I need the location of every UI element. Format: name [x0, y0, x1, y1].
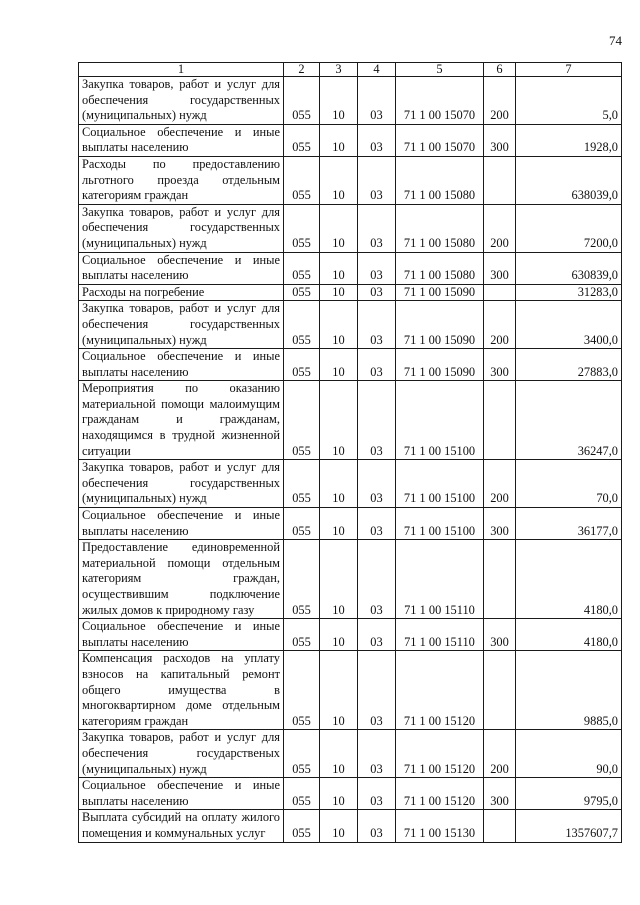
row-ministry-code: 055	[284, 651, 320, 730]
row-amount: 4180,0	[516, 619, 622, 651]
row-expense-type: 200	[484, 730, 516, 778]
row-name: Мероприятия по оказанию материальной помощи малоимущим гражданам и гражданам, находящимся в трудной жизненной ситуации	[79, 381, 284, 460]
row-name: Расходы по предоставлению льготного проезда отдельным категориям граждан	[79, 156, 284, 204]
row-ministry-code: 055	[284, 284, 320, 301]
row-ministry-code: 055	[284, 460, 320, 508]
row-ministry-code: 055	[284, 349, 320, 381]
row-expense-type	[484, 540, 516, 619]
row-name: Социальное обеспечение и иные выплаты населению	[79, 124, 284, 156]
row-ministry-code: 055	[284, 124, 320, 156]
table-row	[79, 778, 622, 810]
row-section-code: 10	[320, 778, 358, 810]
row-ministry-code: 055	[284, 156, 320, 204]
row-subsection-code: 03	[358, 730, 396, 778]
row-target-article: 71 1 00 15070	[396, 124, 484, 156]
row-amount: 36177,0	[516, 508, 622, 540]
row-expense-type: 200	[484, 460, 516, 508]
row-subsection-code: 03	[358, 508, 396, 540]
table-row	[79, 730, 622, 778]
row-subsection-code: 03	[358, 810, 396, 842]
row-target-article: 71 1 00 15100	[396, 460, 484, 508]
row-ministry-code: 055	[284, 730, 320, 778]
row-section-code: 10	[320, 124, 358, 156]
table-row	[79, 381, 622, 460]
row-name: Закупка товаров, работ и услуг для обеспечения государственных (муниципальных) нужд	[79, 204, 284, 252]
header-row	[79, 63, 622, 77]
row-target-article: 71 1 00 15090	[396, 349, 484, 381]
row-amount: 5,0	[516, 77, 622, 125]
row-subsection-code: 03	[358, 301, 396, 349]
row-subsection-code: 03	[358, 540, 396, 619]
row-subsection-code: 03	[358, 156, 396, 204]
header-cell: 1	[79, 63, 284, 77]
row-amount: 9885,0	[516, 651, 622, 730]
row-ministry-code: 055	[284, 778, 320, 810]
row-amount: 638039,0	[516, 156, 622, 204]
row-amount: 4180,0	[516, 540, 622, 619]
row-subsection-code: 03	[358, 651, 396, 730]
row-expense-type: 300	[484, 619, 516, 651]
row-section-code: 10	[320, 77, 358, 125]
row-target-article: 71 1 00 15100	[396, 508, 484, 540]
row-ministry-code: 055	[284, 252, 320, 284]
row-amount: 27883,0	[516, 349, 622, 381]
header-cell: 4	[358, 63, 396, 77]
table-row	[79, 77, 622, 125]
table-row	[79, 460, 622, 508]
row-expense-type	[484, 381, 516, 460]
row-target-article: 71 1 00 15080	[396, 252, 484, 284]
row-section-code: 10	[320, 252, 358, 284]
row-expense-type	[484, 651, 516, 730]
row-name: Закупка товаров, работ и услуг для обеспечения государственых (муниципальных) нужд	[79, 730, 284, 778]
table-row	[79, 619, 622, 651]
row-section-code: 10	[320, 540, 358, 619]
row-expense-type: 200	[484, 301, 516, 349]
row-section-code: 10	[320, 651, 358, 730]
row-target-article: 71 1 00 15120	[396, 730, 484, 778]
row-ministry-code: 055	[284, 810, 320, 842]
row-amount: 90,0	[516, 730, 622, 778]
row-name: Закупка товаров, работ и услуг для обеспечения государственных (муниципальных) нужд	[79, 460, 284, 508]
row-subsection-code: 03	[358, 778, 396, 810]
table-row	[79, 252, 622, 284]
row-name: Предоставление единовременной материальной помощи отдельным категориям граждан, осуществившим подключение жилых домов к природному газу	[79, 540, 284, 619]
row-amount: 3400,0	[516, 301, 622, 349]
header-cell: 5	[396, 63, 484, 77]
row-amount: 36247,0	[516, 381, 622, 460]
row-section-code: 10	[320, 349, 358, 381]
row-section-code: 10	[320, 381, 358, 460]
row-expense-type	[484, 156, 516, 204]
row-name: Социальное обеспечение и иные выплаты населению	[79, 619, 284, 651]
row-amount: 31283,0	[516, 284, 622, 301]
row-name: Социальное обеспечение и иные выплаты населению	[79, 349, 284, 381]
row-subsection-code: 03	[358, 460, 396, 508]
row-section-code: 10	[320, 508, 358, 540]
row-subsection-code: 03	[358, 619, 396, 651]
budget-table	[78, 62, 622, 843]
row-target-article: 71 1 00 15080	[396, 156, 484, 204]
row-section-code: 10	[320, 619, 358, 651]
row-amount: 70,0	[516, 460, 622, 508]
row-amount: 630839,0	[516, 252, 622, 284]
row-name: Компенсация расходов на уплату взносов на капитальный ремонт общего имущества в многоквартирном доме отдельным категориям граждан	[79, 651, 284, 730]
header-cell: 7	[516, 63, 622, 77]
table-row	[79, 156, 622, 204]
row-section-code: 10	[320, 810, 358, 842]
row-section-code: 10	[320, 730, 358, 778]
row-name: Выплата субсидий на оплату жилого помещения и коммунальных услуг	[79, 810, 284, 842]
table-row	[79, 508, 622, 540]
row-ministry-code: 055	[284, 540, 320, 619]
row-amount: 1357607,7	[516, 810, 622, 842]
row-section-code: 10	[320, 301, 358, 349]
row-expense-type: 300	[484, 252, 516, 284]
row-amount: 1928,0	[516, 124, 622, 156]
row-target-article: 71 1 00 15100	[396, 381, 484, 460]
row-target-article: 71 1 00 15070	[396, 77, 484, 125]
table-body	[79, 77, 622, 843]
row-expense-type	[484, 810, 516, 842]
page-number: 74	[609, 33, 622, 48]
row-expense-type: 300	[484, 124, 516, 156]
table-row	[79, 124, 622, 156]
row-name: Социальное обеспечение и иные выплаты населению	[79, 778, 284, 810]
row-name: Социальное обеспечение и иные выплаты населению	[79, 252, 284, 284]
row-subsection-code: 03	[358, 77, 396, 125]
row-expense-type: 200	[484, 204, 516, 252]
row-subsection-code: 03	[358, 284, 396, 301]
row-target-article: 71 1 00 15120	[396, 778, 484, 810]
row-target-article: 71 1 00 15090	[396, 284, 484, 301]
row-expense-type	[484, 284, 516, 301]
row-subsection-code: 03	[358, 381, 396, 460]
row-target-article: 71 1 00 15130	[396, 810, 484, 842]
table-row	[79, 651, 622, 730]
row-ministry-code: 055	[284, 77, 320, 125]
row-subsection-code: 03	[358, 252, 396, 284]
header-cell: 6	[484, 63, 516, 77]
row-target-article: 71 1 00 15090	[396, 301, 484, 349]
row-section-code: 10	[320, 204, 358, 252]
row-amount: 7200,0	[516, 204, 622, 252]
table-row	[79, 284, 622, 301]
row-ministry-code: 055	[284, 508, 320, 540]
row-expense-type: 200	[484, 77, 516, 125]
header-cell: 3	[320, 63, 358, 77]
table-row	[79, 349, 622, 381]
row-section-code: 10	[320, 460, 358, 508]
table-row	[79, 204, 622, 252]
row-target-article: 71 1 00 15110	[396, 619, 484, 651]
row-ministry-code: 055	[284, 301, 320, 349]
row-section-code: 10	[320, 156, 358, 204]
row-name: Социальное обеспечение и иные выплаты населению	[79, 508, 284, 540]
row-ministry-code: 055	[284, 204, 320, 252]
row-subsection-code: 03	[358, 204, 396, 252]
row-ministry-code: 055	[284, 381, 320, 460]
header-cell: 2	[284, 63, 320, 77]
table-row	[79, 810, 622, 842]
row-name: Расходы на погребение	[79, 284, 284, 301]
row-subsection-code: 03	[358, 349, 396, 381]
row-subsection-code: 03	[358, 124, 396, 156]
row-target-article: 71 1 00 15120	[396, 651, 484, 730]
row-name: Закупка товаров, работ и услуг для обеспечения государственных (муниципальных) нужд	[79, 77, 284, 125]
row-target-article: 71 1 00 15080	[396, 204, 484, 252]
table-row	[79, 540, 622, 619]
row-name: Закупка товаров, работ и услуг для обеспечения государственных (муниципальных) нужд	[79, 301, 284, 349]
row-expense-type: 300	[484, 508, 516, 540]
row-section-code: 10	[320, 284, 358, 301]
table-row	[79, 301, 622, 349]
row-expense-type: 300	[484, 778, 516, 810]
row-amount: 9795,0	[516, 778, 622, 810]
row-expense-type: 300	[484, 349, 516, 381]
row-target-article: 71 1 00 15110	[396, 540, 484, 619]
row-ministry-code: 055	[284, 619, 320, 651]
